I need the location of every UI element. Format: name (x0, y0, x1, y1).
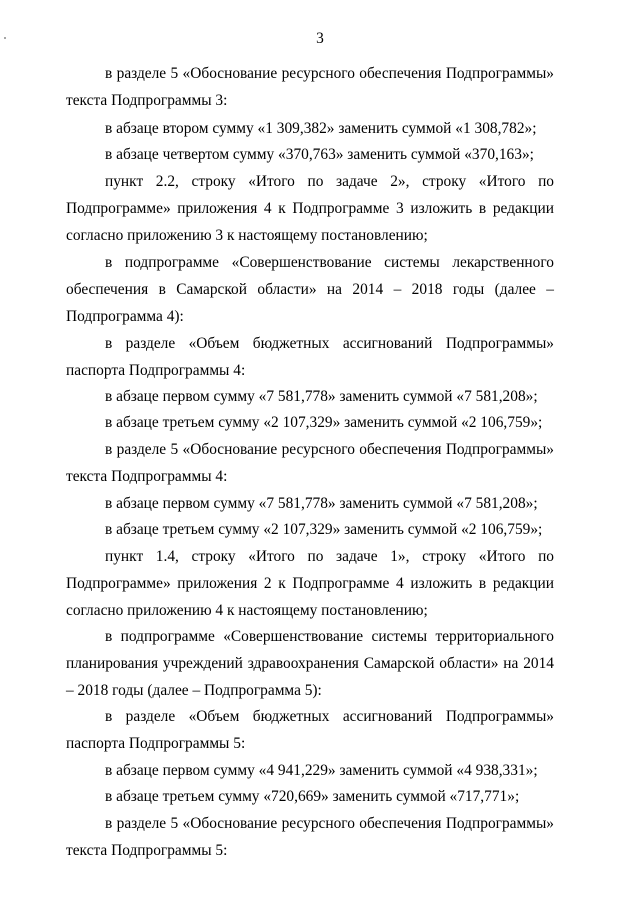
paragraph: в абзаце первом сумму «7 581,778» заменить суммой «7 581,208»; (105, 388, 538, 405)
paragraph: в абзаце третьем сумму «2 107,329» заменить суммой «2 106,759»; (105, 414, 543, 431)
paragraph: в абзаце четвертом сумму «370,763» заменить суммой «370,163»; (105, 146, 534, 163)
paragraph: в абзаце первом сумму «4 941,229» заменить суммой «4 938,331»; (105, 762, 538, 779)
paragraph: в разделе 5 «Обоснование ресурсного обеспечения Подпрограммы» текста Подпрограммы 3: (66, 65, 554, 109)
paragraph: в абзаце втором сумму «1 309,382» заменить суммой «1 308,782»; (105, 120, 537, 137)
paragraph: в разделе «Объем бюджетных ассигнований Подпрограммы» паспорта Подпрограммы 4: (66, 335, 554, 379)
paragraph: в абзаце первом сумму «7 581,778» заменить суммой «7 581,208»; (105, 495, 538, 512)
paragraph: в абзаце третьем сумму «720,669» заменить суммой «717,771»; (105, 788, 520, 805)
paragraph: в подпрограмме «Совершенствование системы лекарственного обеспечения в Самарской области» на 2014 – 2018 годы (далее – Подпрограмма 4): (66, 254, 554, 325)
paragraph: пункт 2.2, строку «Итого по задаче 2», строку «Итого по Подпрограмме» приложения 4 к Подпрограмме 3 изложить в редакции согласно приложению 3 к настоящему постановлению; (66, 173, 554, 244)
paragraph: пункт 1.4, строку «Итого по задаче 1», строку «Итого по Подпрограмме» приложения 2 к Подпрограмме 4 изложить в редакции согласно приложению 4 к настоящему постановлению; (66, 548, 554, 619)
paragraph: в абзаце третьем сумму «2 107,329» заменить суммой «2 106,759»; (105, 521, 543, 538)
paragraph: в подпрограмме «Совершенствование системы территориального планирования учреждений здравоохранения Самарской области» на 2014 – 2018 годы (далее – Подпрограмма 5): (66, 628, 554, 699)
paragraph: в разделе 5 «Обоснование ресурсного обеспечения Подпрограммы» текста Подпрограммы 5: (66, 815, 554, 859)
page-number: 3 (316, 30, 324, 47)
paragraph: в разделе 5 «Обоснование ресурсного обеспечения Подпрограммы» текста Подпрограммы 4: (66, 441, 554, 485)
paragraph: в разделе «Объем бюджетных ассигнований Подпрограммы» паспорта Подпрограммы 5: (66, 708, 554, 752)
